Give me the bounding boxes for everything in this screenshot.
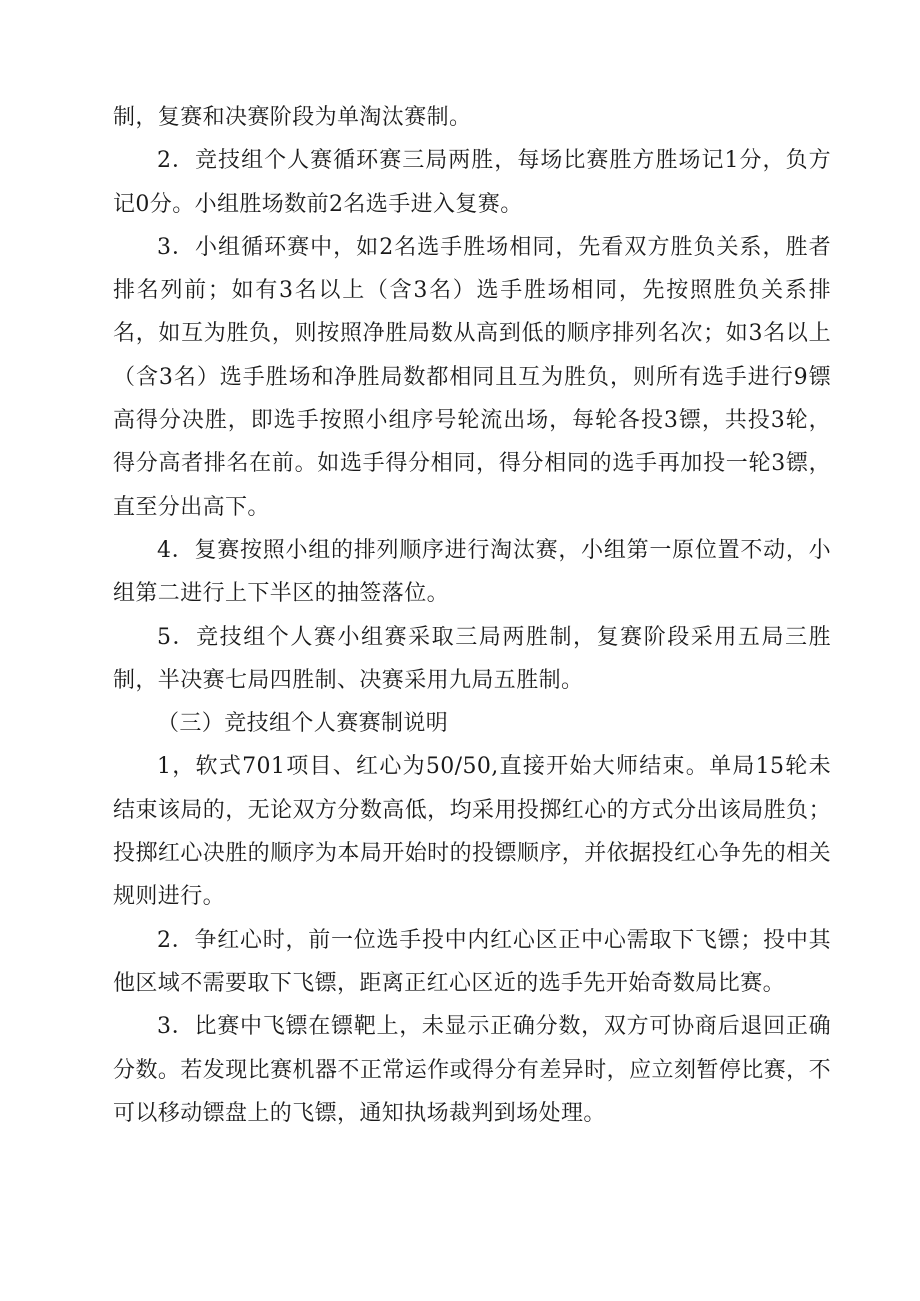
section-heading: （三）竞技组个人赛赛制说明 <box>157 711 449 737</box>
paragraph-rule-3: 3．小组循环赛中，如2名选手胜场相同，先看双方胜负关系，胜者排名列前；如有3名以上（含3名）选手胜场相同，先按照胜负关系排名，如互为胜负，则按照净胜局数从高到低的顺序排列名次；如3名以上（含3名）选手胜场和净胜局数都相同且互为胜负，则所有选手进行9镖高得分决胜，即选手按照小组序号轮流出场，每轮各投3镖，共投3轮，得分高者排名在前。如选手得分相同，得分相同的选手再加投一轮3镖，直至分出高下。 <box>113 234 831 520</box>
paragraph-rule-2: 2．竞技组个人赛循环赛三局两胜，每场比赛胜方胜场记1分，负方记0分。小组胜场数前2名选手进入复赛。 <box>113 148 831 217</box>
paragraph-rule-5: 5．竞技组个人赛小组赛采取三局两胜制，复赛阶段采用五局三胜制，半决赛七局四胜制、决赛采用九局五胜制。 <box>113 624 831 693</box>
paragraph-format-2: 2．争红心时，前一位选手投中内红心区正中心需取下飞镖；投中其他区域不需要取下飞镖，距离正红心区近的选手先开始奇数局比赛。 <box>113 927 831 996</box>
paragraph-format-3: 3．比赛中飞镖在镖靶上，未显示正确分数，双方可协商后退回正确分数。若发现比赛机器不正常运作或得分有差异时，应立刻暂停比赛，不可以移动镖盘上的飞镖，通知执场裁判到场处理。 <box>113 1014 831 1126</box>
paragraph-rule-4: 4．复赛按照小组的排列顺序进行淘汰赛，小组第一原位置不动，小组第二进行上下半区的抽签落位。 <box>113 537 831 607</box>
paragraph-continuation: 制，复赛和决赛阶段为单淘汰赛制。 <box>113 105 472 130</box>
document-body <box>113 96 831 1135</box>
paragraph-format-1: 1，软式701项目、红心为50/50,直接开始大师结束。单局15轮未结束该局的，无论双方分数高低，均采用投掷红心的方式分出该局胜负；投掷红心决胜的顺序为本局开始时的投镖顺序，并依据投红心争先的相关规则进行。 <box>113 754 831 910</box>
